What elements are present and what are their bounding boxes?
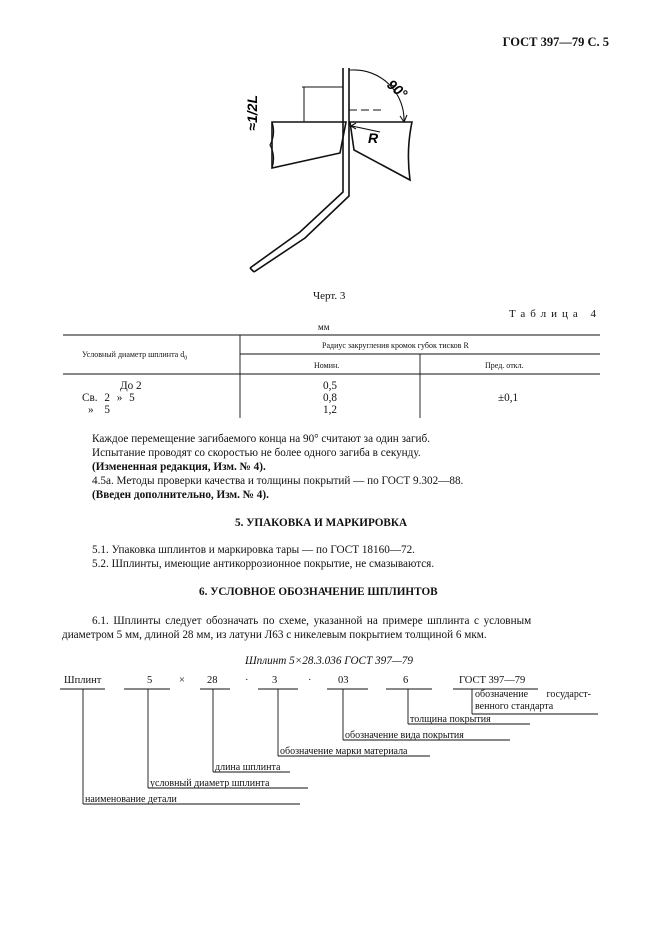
token-length: 28: [207, 675, 218, 686]
col-diameter-header: Условный диаметр шплинта $d_0$: [82, 350, 188, 362]
table-cell-tolerance: ±0,1: [498, 392, 519, 404]
paragraph: Испытание проводят со скоростью не более одного загиба в секунду.: [92, 447, 421, 459]
token-coating-thickness: 6: [403, 675, 409, 686]
cotter-pin-outer: [250, 68, 343, 268]
designation-example: Шплинт 5×28.3.036 ГОСТ 397—79: [245, 655, 413, 667]
table-row-label: Св. 2 » 5: [82, 392, 135, 404]
paragraph: 6.1. Шплинты следует обозначать по схеме, указанной на примере шплинта с условным: [92, 615, 532, 627]
table-cell-nominal: 0,5: [323, 380, 337, 392]
label-coating-thickness: толщина покрытия: [410, 714, 491, 725]
col-nominal-header: Номин.: [314, 361, 340, 370]
section-6-title: 6. УСЛОВНОЕ ОБОЗНАЧЕНИЕ ШПЛИНТОВ: [199, 586, 438, 598]
table-title: Таблица 4: [508, 308, 601, 320]
table-cell-nominal: 0,8: [323, 392, 337, 404]
section-5-title: 5. УПАКОВКА И МАРКИРОВКА: [235, 517, 408, 529]
label-material: обозначение марки материала: [280, 746, 408, 757]
label-standard-cont: венного стандарта: [475, 701, 554, 712]
table-units: мм: [318, 322, 330, 332]
half-l-label: ≈1/2L: [244, 95, 260, 131]
right-jaw: [350, 122, 412, 180]
token-material: 3: [272, 675, 278, 686]
token-diameter: 5: [147, 675, 153, 686]
token-name: Шплинт: [64, 675, 102, 686]
col-group-header: Радиус закругления кромок губок тисков R: [322, 341, 469, 350]
amendment-note: (Введен дополнительно, Изм. № 4).: [92, 489, 269, 501]
paragraph: Каждое перемещение загибаемого конца на 90° считают за один загиб.: [92, 433, 431, 445]
col-tolerance-header: Пред. откл.: [485, 361, 524, 370]
token-standard: ГОСТ 397—79: [459, 675, 526, 686]
paragraph: 5.2. Шплинты, имеющие антикоррозионное покрытие, не смазываются.: [92, 558, 435, 570]
label-standard: обозначение государст-: [475, 689, 591, 700]
label-coating-type: обозначение вида покрытия: [345, 730, 464, 741]
table-row-label: » 5: [88, 404, 110, 416]
table-cell-nominal: 1,2: [323, 404, 337, 416]
angle-label: 90°: [384, 76, 411, 102]
label-length: длина шплинта: [215, 762, 281, 773]
token-dot: ·: [245, 675, 249, 686]
page-header: ГОСТ 397—79 С. 5: [502, 35, 609, 49]
label-part-name: наименование детали: [85, 794, 177, 805]
token-dot: ·: [308, 675, 312, 686]
amendment-note: (Измененная редакция, Изм. № 4).: [92, 461, 266, 473]
figure-caption: Черт. 3: [313, 290, 346, 302]
left-jaw: [272, 122, 346, 168]
token-times: ×: [179, 675, 185, 686]
table-row-label: До 2: [120, 380, 142, 392]
paragraph: 4.5а. Методы проверки качества и толщины покрытий — по ГОСТ 9.302—88.: [92, 475, 464, 487]
radius-label: R: [368, 130, 379, 146]
label-diameter: условный диаметр шплинта: [150, 778, 270, 789]
paragraph: диаметром 5 мм, длиной 28 мм, из латуни Л63 с никелевым покрытием толщиной 6 мкм.: [62, 629, 487, 641]
cotter-pin-inner: [254, 68, 349, 272]
token-coating-type: 03: [338, 675, 349, 686]
bend-test-drawing: [0, 0, 661, 300]
paragraph: 5.1. Упаковка шплинтов и маркировка тары — по ГОСТ 18160—72.: [92, 544, 415, 556]
